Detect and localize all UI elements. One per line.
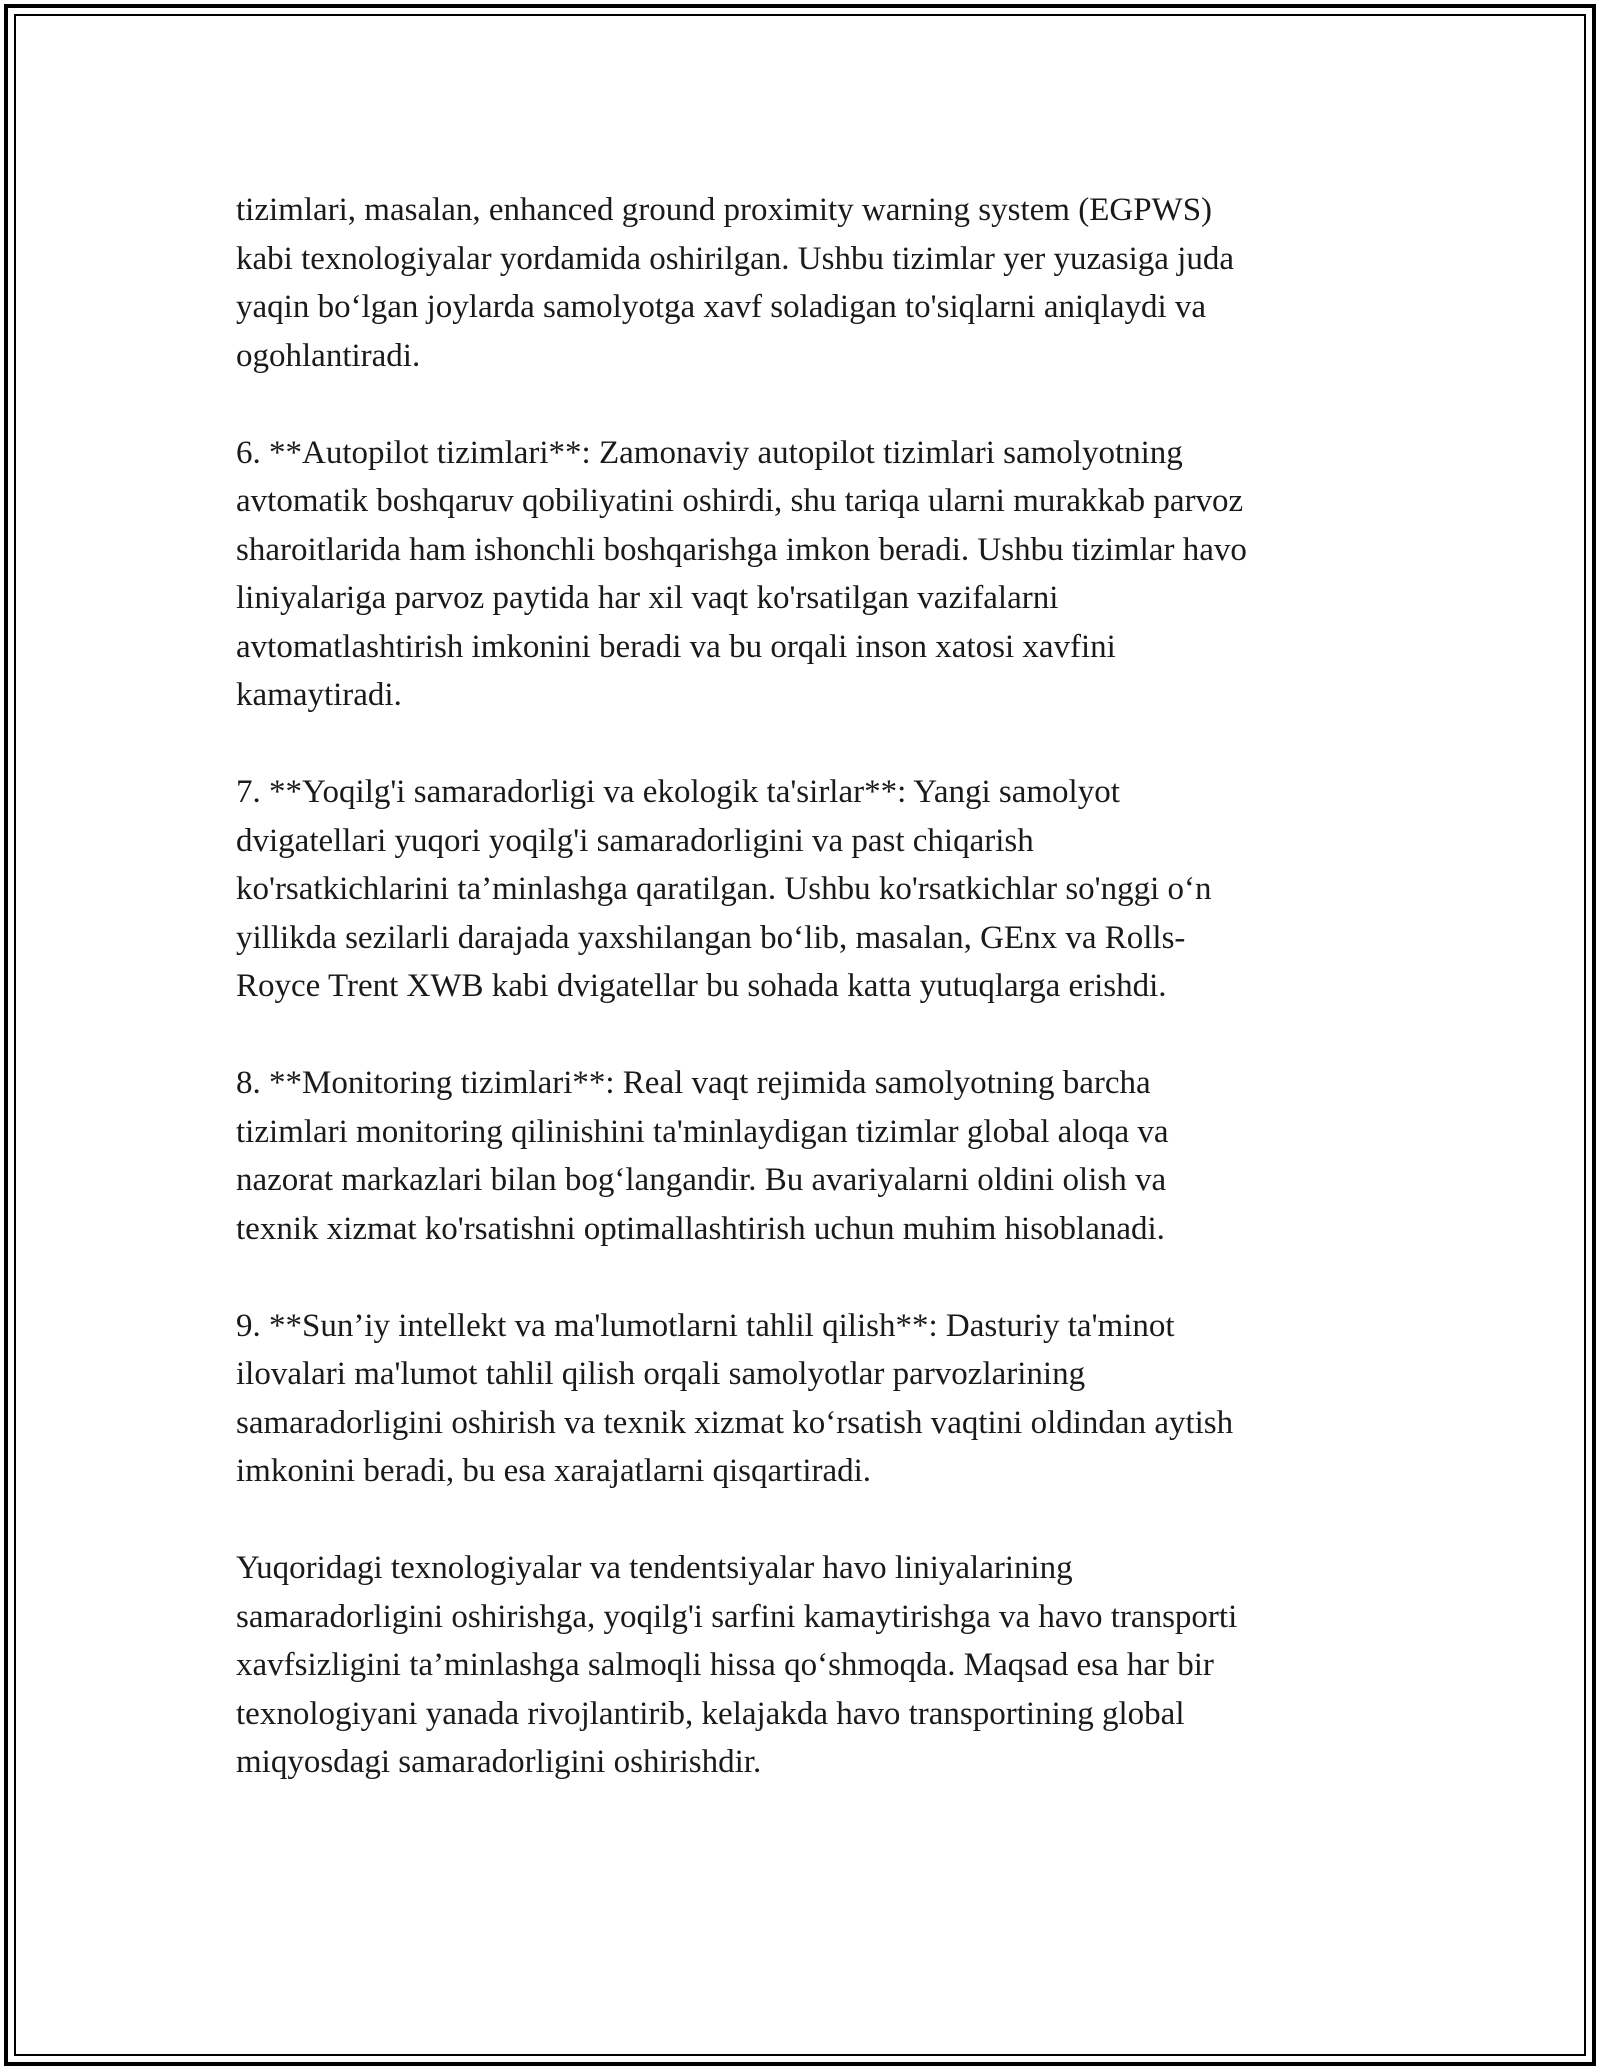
paragraph-monitoring: 8. **Monitoring tizimlari**: Real vaqt rejimida samolyotning barcha tizimlari monitoring qilinishini ta'minlaydigan tizimlar global aloqa va nazorat markazlari bilan bog‘langandir. Bu avariyalarni oldini olish va texnik xizmat ko'rsatishni optimallashtirish uchun muhim hisoblanadi.: [236, 1065, 1169, 1247]
paragraph-autopilot: 6. **Autopilot tizimlari**: Zamonaviy autopilot tizimlari samolyotning avtomatik boshqaruv qobiliyatini oshirdi, shu tariqa ularni murakkab parvoz sharoitlarida ham ishonchli boshqarishga imkon beradi. Ushbu tizimlar havo liniyalariga parvoz paytida har xil vaqt ko'rsatilgan vazifalarni avtomatlashtirish imkonini beradi va bu orqali inson xatosi xavfini kamaytiradi.: [236, 434, 1247, 713]
paragraph-conclusion: Yuqoridagi texnologiyalar va tendentsiyalar havo liniyalarining samaradorligini oshirishga, yoqilg'i sarfini kamaytirishga va havo transporti xavfsizligini ta’minlashga salmoqli hissa qo‘shmoqda. Maqsad esa har bir texnologiyani yanada rivojlantirib, kelajakda havo transportining global miqyosdagi samaradorligini oshirishdir.: [236, 1550, 1238, 1780]
paragraph-egpws-continuation: tizimlari, masalan, enhanced ground proximity warning system (EGPWS) kabi texnologiyalar yordamida oshirilgan. Ushbu tizimlar yer yuzasiga juda yaqin bo‘lgan joylarda samolyotga xavf soladigan to'siqlarni aniqlaydi va ogohlantiradi.: [236, 192, 1234, 374]
paragraph-fuel-efficiency: 7. **Yoqilg'i samaradorligi va ekologik ta'sirlar**: Yangi samolyot dvigatellari yuqori yoqilg'i samaradorligini va past chiqarish ko'rsatkichlarini ta’minlashga qaratilgan. Ushbu ko'rsatkichlar so'nggi o‘n yillikda sezilarli darajada yaxshilangan bo‘lib, masalan, GEnx va Rolls- Royce Trent XWB kabi dvigatellar bu sohada katta yutuqlarga erishdi.: [236, 774, 1212, 1004]
document-body: [236, 186, 1366, 1787]
paragraph-ai-analytics: 9. **Sun’iy intellekt va ma'lumotlarni tahlil qilish**: Dasturiy ta'minot ilovalari ma'lumot tahlil qilish orqali samolyotlar parvozlarining samaradorligini oshirish va texnik xizmat ko‘rsatish vaqtini oldindan aytish imkonini beradi, bu esa xarajatlarni qisqartiradi.: [236, 1307, 1234, 1489]
